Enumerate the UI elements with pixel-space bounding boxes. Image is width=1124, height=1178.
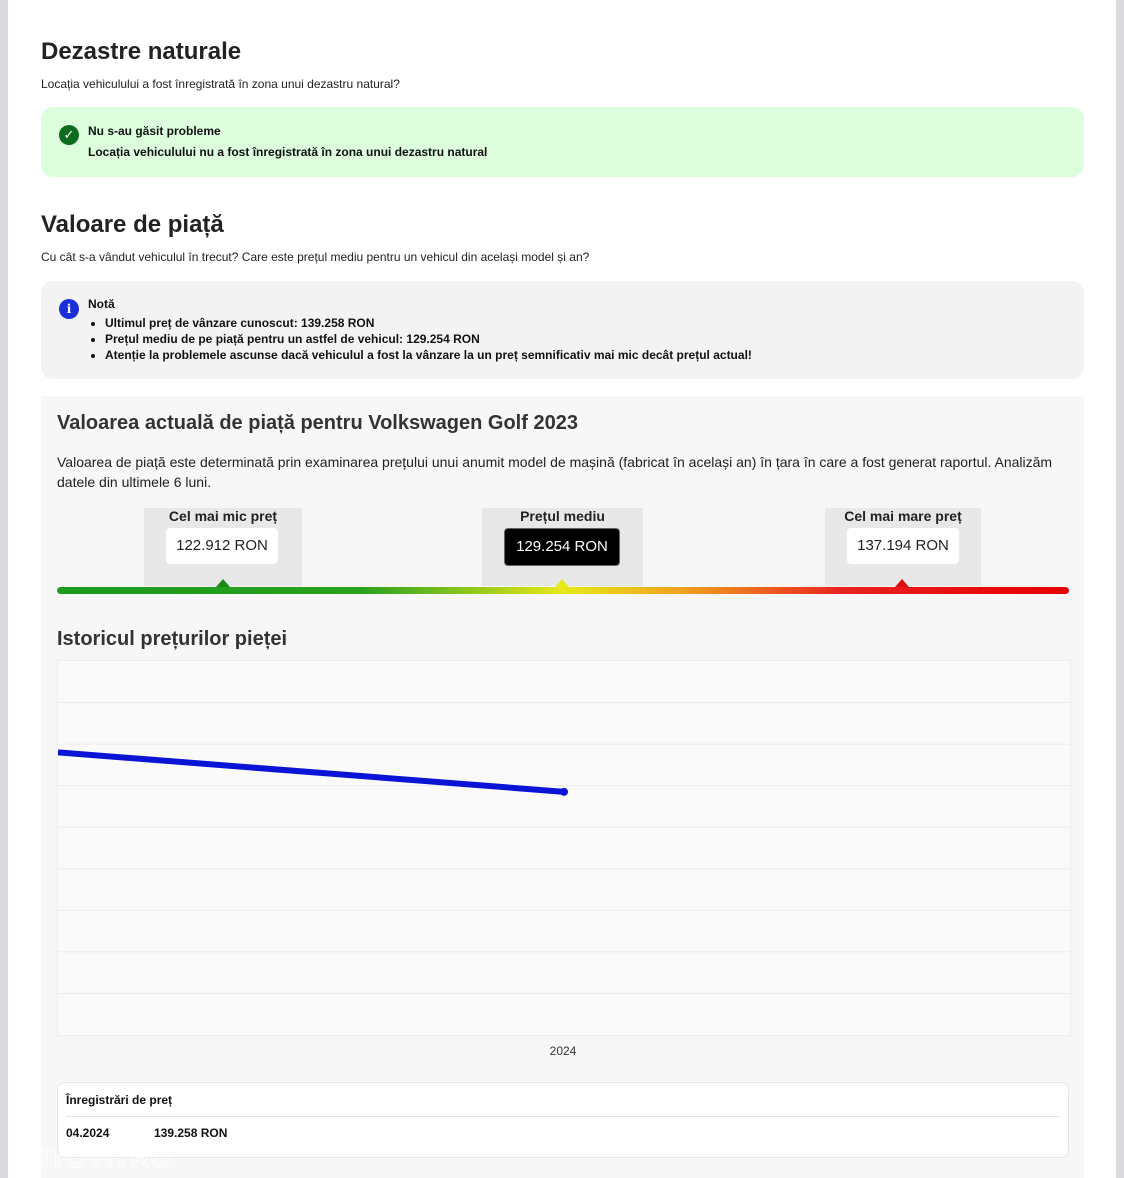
section-subtitle-market: Cu cât s-a vândut vehiculul în trecut? Care este prețul mediu pentru un vehicul din același model și an? xyxy=(41,250,590,264)
records-title: Înregistrări de preț xyxy=(66,1093,173,1107)
section-subtitle-disasters: Locația vehiculului a fost înregistrată în zona unui dezastru natural? xyxy=(41,77,400,91)
record-date: 04.2024 xyxy=(66,1126,110,1140)
record-price: 139.258 RON xyxy=(154,1126,228,1140)
current-value-title: Valoarea actuală de piață pentru Volkswagen Golf 2023 xyxy=(57,412,578,434)
x-tick-label: 2024 xyxy=(549,1044,577,1058)
note-item: • Prețul mediu de pe piață pentru un astfel de vehicul: 129.254 RON xyxy=(105,331,752,347)
success-alert xyxy=(41,107,1084,177)
info-note xyxy=(41,281,1084,379)
min-price-label: Cel mai mic preț xyxy=(168,508,278,524)
price-gradient-bar xyxy=(57,587,1069,594)
avg-price-box xyxy=(482,508,643,586)
history-title: Istoricul prețurilor pieței xyxy=(57,628,288,650)
alert-title: Nu s-au găsit probleme xyxy=(88,124,221,138)
avg-price-label: Prețul mediu xyxy=(520,508,605,524)
data-point[interactable] xyxy=(560,788,568,796)
max-price-value: 137.194 RON xyxy=(847,528,959,564)
price-records xyxy=(57,1082,1069,1158)
section-title-market: Valoare de piață xyxy=(41,211,224,238)
avg-price-value: 129.254 RON xyxy=(504,528,620,566)
records-divider xyxy=(66,1116,1060,1117)
price-history-svg xyxy=(58,661,1070,1035)
max-price-label: Cel mai mare preț xyxy=(844,508,962,524)
max-price-box xyxy=(825,508,981,586)
info-icon: i xyxy=(59,299,79,319)
price-history-chart xyxy=(57,660,1071,1036)
min-price-marker xyxy=(216,579,230,587)
note-item: • Atenție la problemele ascunse dacă vehiculul a fost la vânzare la un preț semnificativ mai mic decât prețul actual! xyxy=(105,347,752,363)
watermark-logo: AUTOVITRO xyxy=(10,1143,172,1173)
check-circle-icon: ✓ xyxy=(59,125,79,145)
avg-price-marker xyxy=(555,579,569,587)
alert-text: Locația vehiculului nu a fost înregistrată în zona unui dezastru natural xyxy=(88,145,488,159)
max-price-marker xyxy=(895,579,909,587)
min-price-value: 122.912 RON xyxy=(166,528,278,564)
note-item: • Ultimul preț de vânzare cunoscut: 139.258 RON xyxy=(105,315,752,331)
section-title-disasters: Dezastre naturale xyxy=(41,38,242,65)
min-price-box xyxy=(144,508,302,586)
note-title: Notă xyxy=(88,297,115,311)
market-value-panel xyxy=(41,396,1084,1178)
note-list xyxy=(88,315,752,363)
report-page xyxy=(8,0,1116,1178)
current-value-description: Valoarea de piață este determinată prin examinarea prețului unui anumit model de mașină (fabricat în același an) în țara în care a fost generat raportul. Analizăm datele din ultimele 6 luni. xyxy=(57,454,1053,490)
